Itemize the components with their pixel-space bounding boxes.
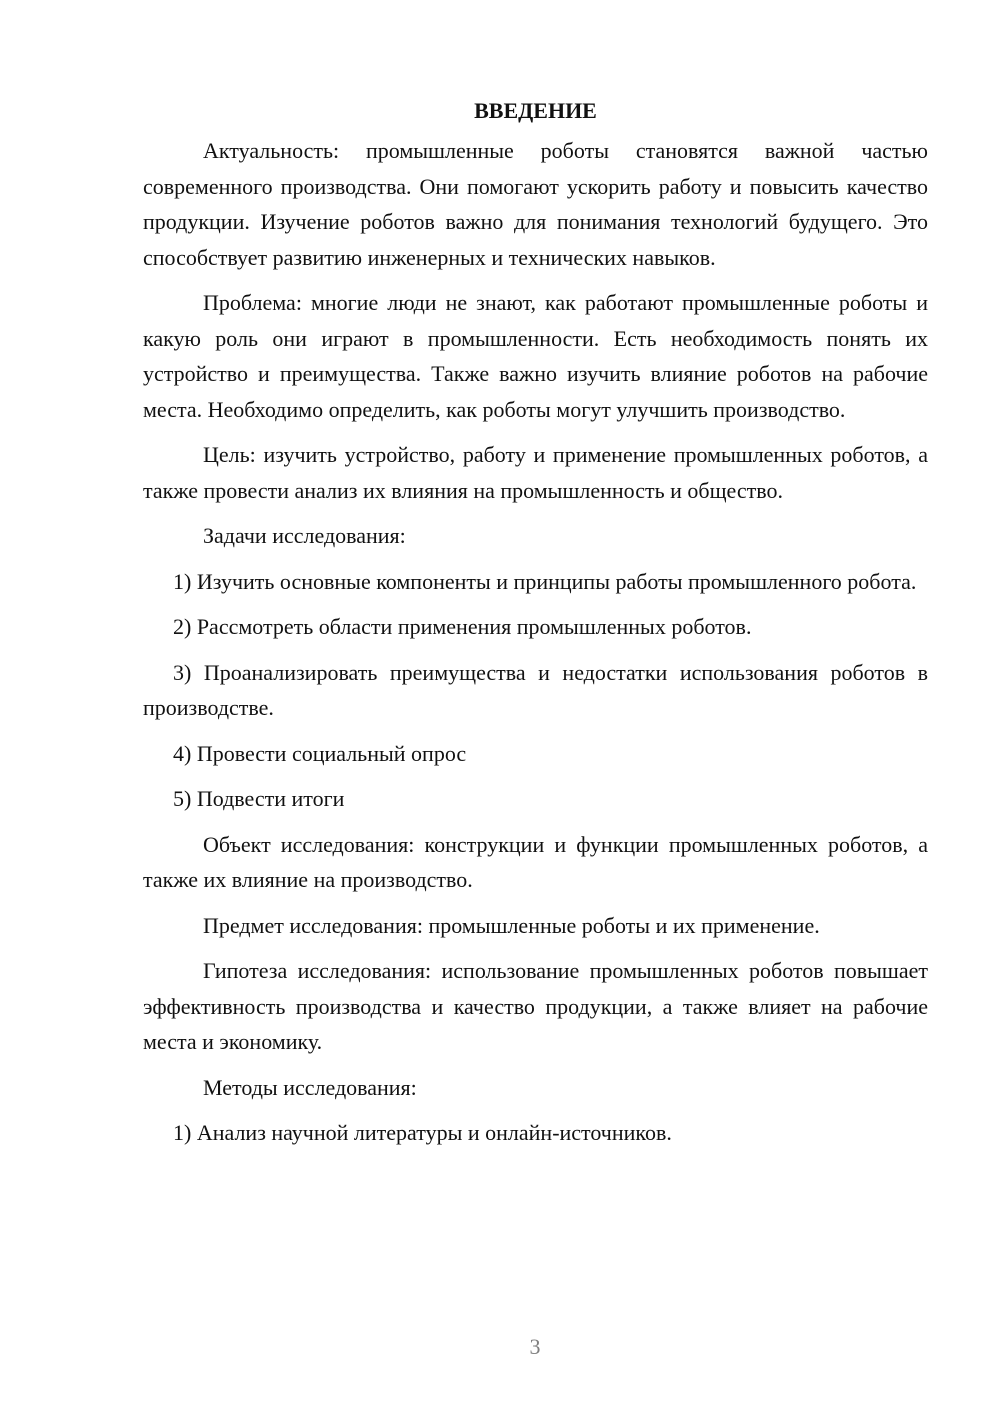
- task-item-5: 5) Подвести итоги: [173, 786, 345, 811]
- page-content: [143, 96, 928, 1161]
- paragraph-hypothesis: Гипотеза исследования: использование промышленных роботов повышает эффективность производства и качество продукции, а также влияет на рабочие места и экономику.: [143, 958, 928, 1054]
- task-item-2: 2) Рассмотреть области применения промышленных роботов.: [173, 614, 752, 639]
- paragraph-subject: Предмет исследования: промышленные роботы и их применение.: [203, 912, 820, 938]
- paragraph-object: Объект исследования: конструкции и функции промышленных роботов, а также их влияние на производство.: [143, 831, 928, 892]
- task-item-3: 3) Проанализировать преимущества и недостатки использования роботов в производстве.: [143, 659, 928, 720]
- paragraph-goal: Цель: изучить устройство, работу и применение промышленных роботов, а также провести анализ их влияния на промышленность и общество.: [143, 442, 928, 503]
- paragraph-relevance: Актуальность: промышленные роботы становятся важной частью современного производства. Они помогают ускорить работу и повысить качество продукции. Изучение роботов важно для понимания технологий будущего. Это способствует развитию инженерных и технических навыков.: [143, 138, 928, 270]
- method-item-1: 1) Анализ научной литературы и онлайн-источников.: [173, 1120, 672, 1145]
- task-item-1: 1) Изучить основные компоненты и принципы работы промышленного робота.: [173, 568, 917, 594]
- paragraph-problem: Проблема: многие люди не знают, как работают промышленные роботы и какую роль они играют в промышленности. Есть необходимость понять их устройство и преимущества. Также важно изучить влияние роботов на рабочие места. Необходимо определить, как роботы могут улучшить производство.: [143, 290, 928, 422]
- methods-heading: Методы исследования:: [203, 1074, 417, 1100]
- task-item-4: 4) Провести социальный опрос: [173, 740, 467, 766]
- page-number: 3: [529, 1334, 541, 1359]
- tasks-heading: Задачи исследования:: [203, 523, 406, 548]
- section-title: ВВЕДЕНИЕ: [474, 98, 597, 123]
